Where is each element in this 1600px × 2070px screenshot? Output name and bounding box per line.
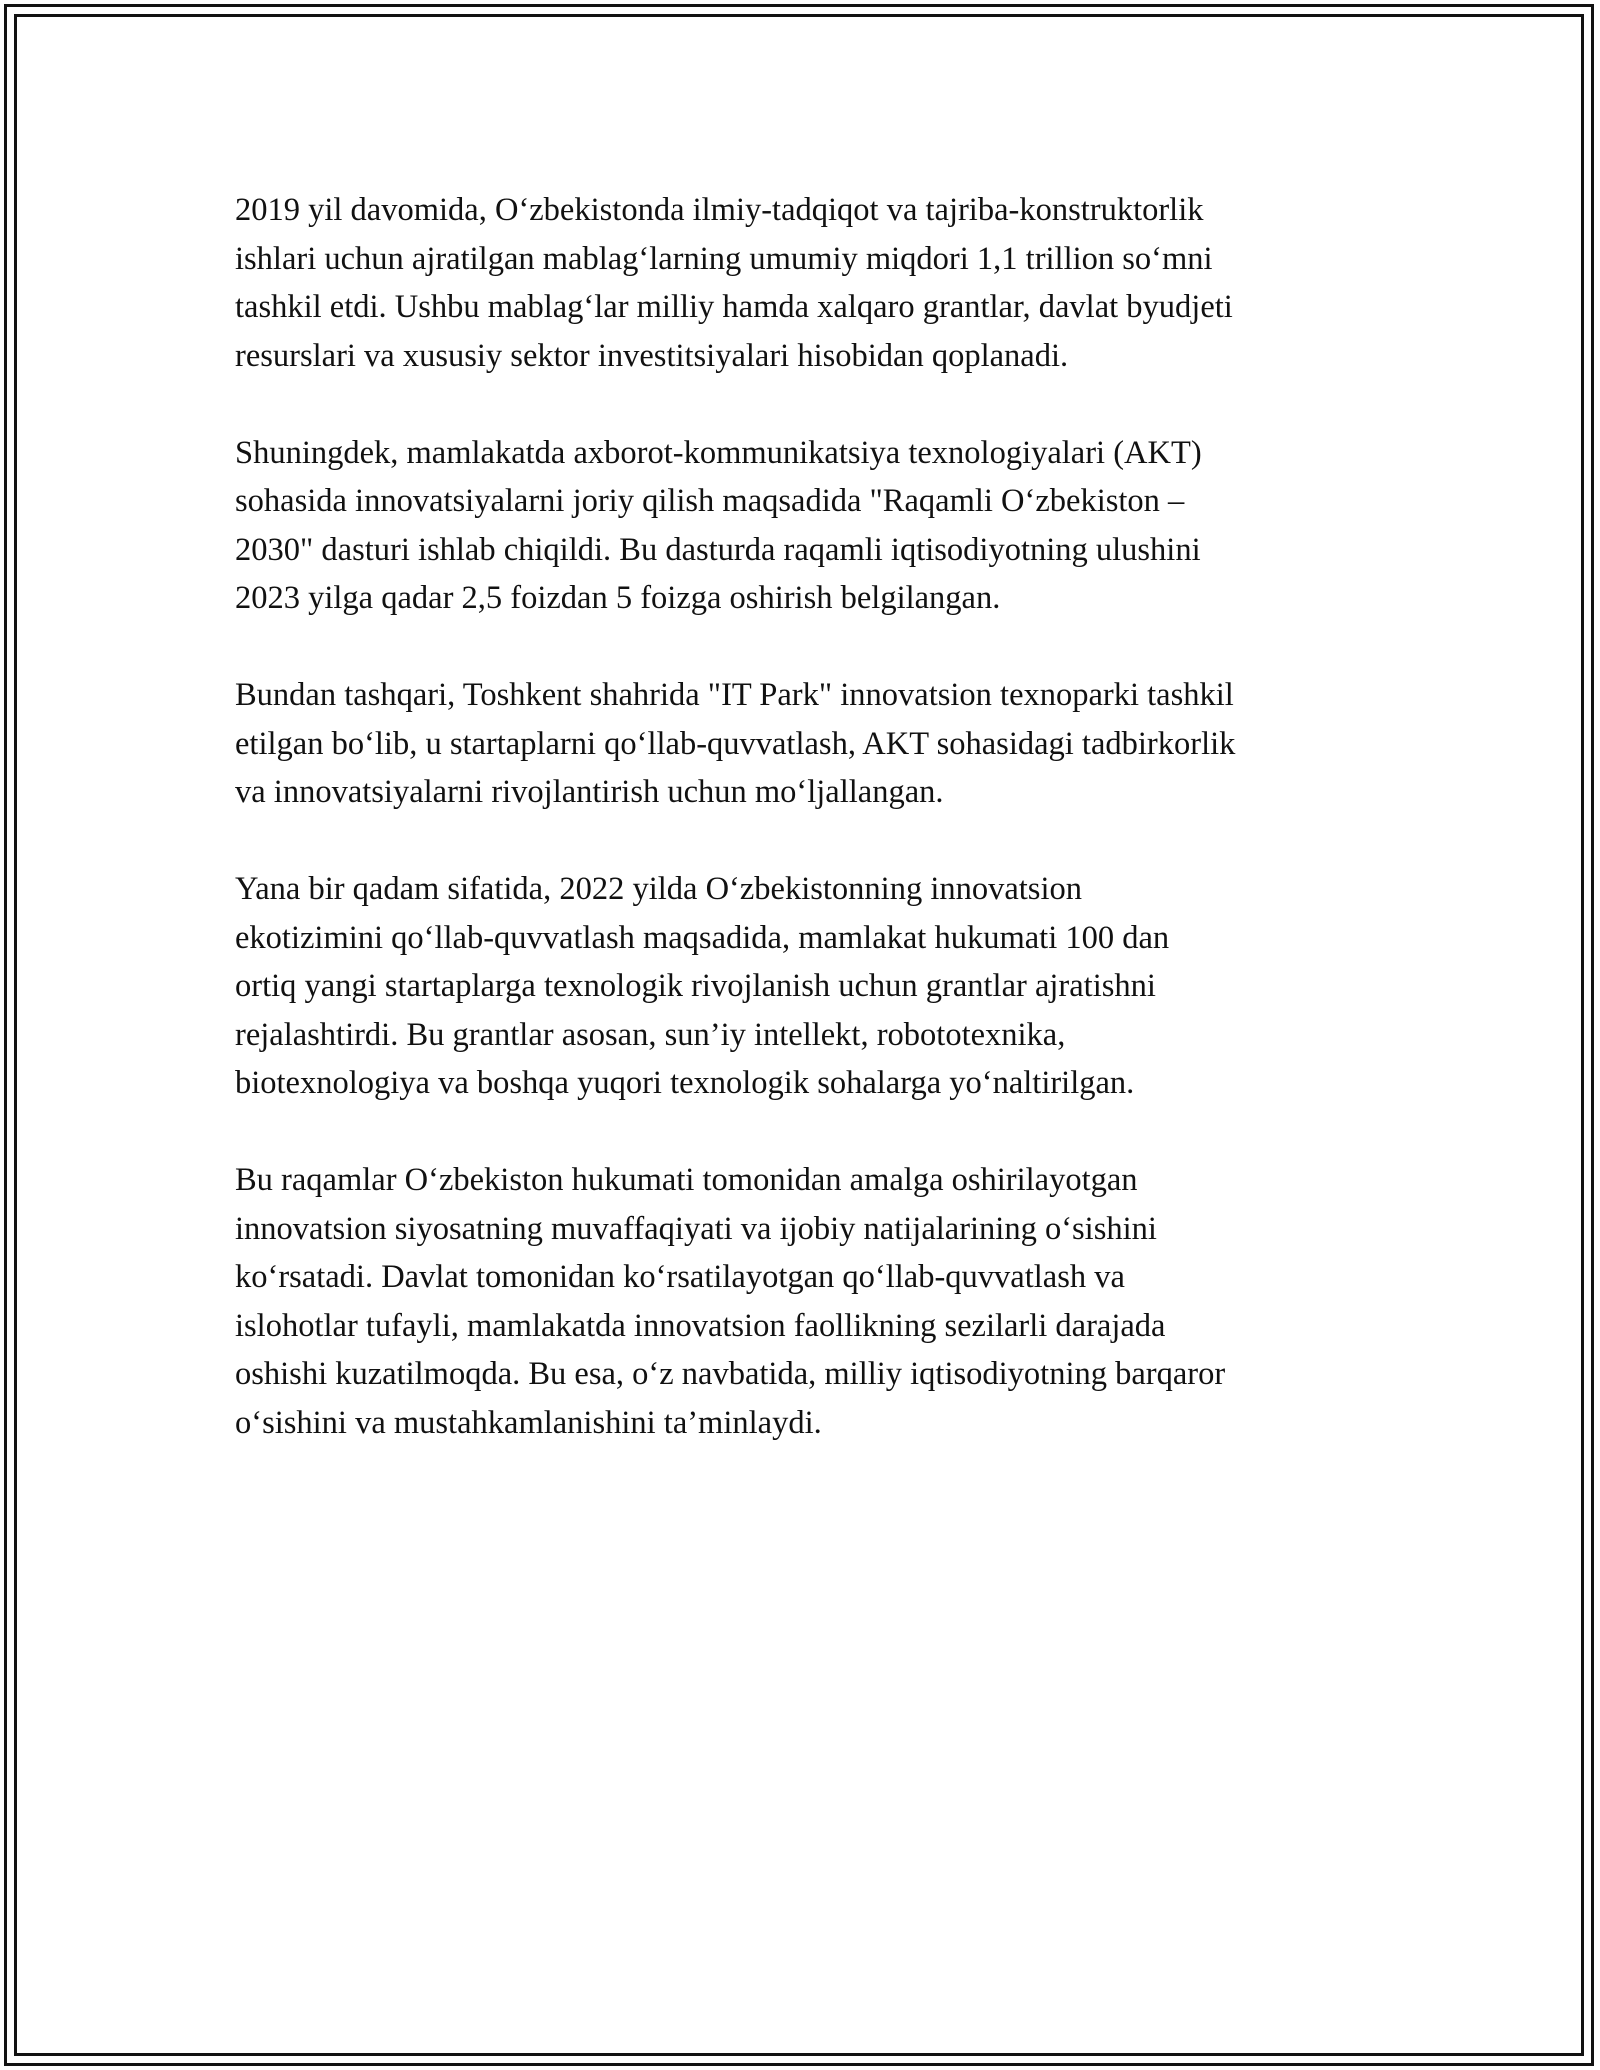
paragraph-line: Shuningdek, mamlakatda axborot-kommunikatsiya texnologiyalari (AKT): [235, 434, 1202, 471]
paragraph-line: tashkil etdi. Ushbu mablag‘lar milliy hamda xalqaro grantlar, davlat byudjeti: [235, 289, 1233, 325]
paragraph-line: ishlari uchun ajratilgan mablag‘larning umumiy miqdori 1,1 trillion so‘mni: [235, 240, 1213, 277]
paragraph-line: oshishi kuzatilmoqda. Bu esa, o‘z navbatida, milliy iqtisodiyotning barqaror: [235, 1356, 1226, 1392]
paragraph-line: islohotlar tufayli, mamlakatda innovatsion faollikning sezilarli darajada: [235, 1307, 1166, 1344]
paragraph-line: sohasida innovatsiyalarni joriy qilish maqsadida "Raqamli O‘zbekiston –: [235, 483, 1185, 519]
paragraph-line: innovatsion siyosatning muvaffaqiyati va ijobiy natijalarining o‘sishini: [235, 1210, 1157, 1247]
paragraph-line: 2023 yilga qadar 2,5 foizdan 5 foizga oshirish belgilangan.: [235, 580, 1001, 616]
paragraph-line: ortiq yangi startaplarga texnologik rivojlanish uchun grantlar ajratishni: [235, 968, 1156, 1004]
paragraph-line: Bu raqamlar O‘zbekiston hukumati tomonidan amalga oshirilayotgan: [235, 1162, 1138, 1198]
paragraph-line: 2030" dasturi ishlab chiqildi. Bu dasturda raqamli iqtisodiyotning ulushini: [235, 531, 1201, 568]
paragraph-3: [235, 671, 1375, 817]
paragraph-line: va innovatsiyalarni rivojlantirish uchun mo‘ljallangan.: [235, 774, 944, 810]
paragraph-line: rejalashtirdi. Bu grantlar asosan, sun’iy intellekt, robototexnika,: [235, 1016, 1066, 1053]
paragraph-line: biotexnologiya va boshqa yuqori texnologik sohalarga yo‘naltirilgan.: [235, 1065, 1135, 1101]
paragraph-line: etilgan bo‘lib, u startaplarni qo‘llab-quvvatlash, AKT sohasidagi tadbirkorlik: [235, 725, 1236, 762]
paragraph-line: ko‘rsatadi. Davlat tomonidan ko‘rsatilayotgan qo‘llab-quvvatlash va: [235, 1259, 1125, 1295]
paragraph-4: [235, 865, 1375, 1108]
paragraph-line: Bundan tashqari, Toshkent shahrida "IT Park" innovatsion texnoparki tashkil: [235, 677, 1234, 713]
paragraph-line: Yana bir qadam sifatida, 2022 yilda O‘zbekistonning innovatsion: [235, 871, 1082, 907]
paragraph-line: 2019 yil davomida, O‘zbekistonda ilmiy-tadqiqot va tajriba-konstruktorlik: [235, 192, 1204, 228]
paragraph-line: resurslari va xususiy sektor investitsiyalari hisobidan qoplanadi.: [235, 337, 1069, 374]
paragraph-5: [235, 1156, 1375, 1447]
paragraph-1: [235, 186, 1375, 380]
paragraph-line: o‘sishini va mustahkamlanishini ta’minlaydi.: [235, 1404, 822, 1441]
paragraph-line: ekotizimini qo‘llab-quvvatlash maqsadida, mamlakat hukumati 100 dan: [235, 919, 1170, 956]
document-body: [235, 186, 1375, 1496]
paragraph-2: [235, 429, 1375, 623]
